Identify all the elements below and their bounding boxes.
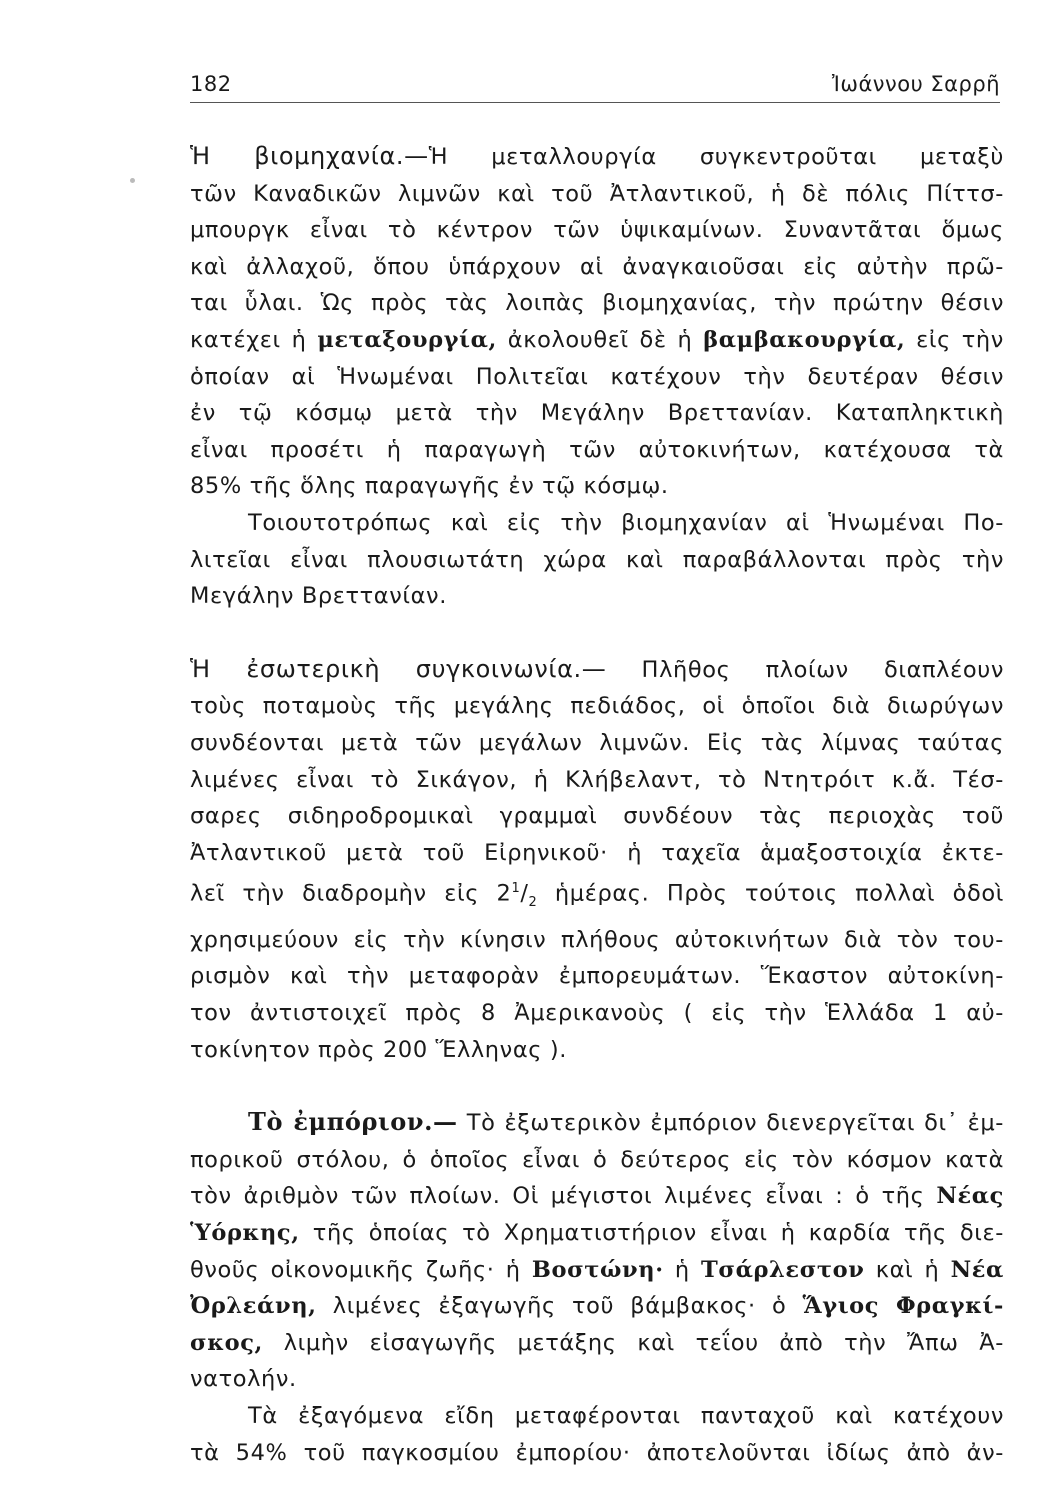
text-line: ἐν τῷ κόσμῳ μετὰ τὴν Μεγάλην Βρεττανίαν. Καταπληκτικὴ: [190, 400, 1004, 427]
city-name: Νέα: [950, 1256, 1004, 1283]
text-line: 85% τῆς ὅλης παραγωγῆς ἐν τῷ κόσμῳ.: [190, 473, 669, 500]
text-line: καὶ ἀλλαχοῦ, ὅπου ὑπάρχουν αἱ ἀναγκαιοῦσαι εἰς αὐτὴν πρῶ-: [190, 253, 1004, 280]
running-head: [190, 72, 1000, 103]
section-heading-industry: Ἡ βιομηχανία.—: [190, 142, 429, 170]
text-line: κατέχει ἡ μεταξουργία, ἀκολουθεῖ δὲ ἡ βαμβακουργία, εἰς τὴν: [190, 326, 1004, 353]
body-text: [190, 138, 1004, 1471]
text-line: πορικοῦ στόλου, ὁ ὁποῖος εἶναι ὁ δεύτερος εἰς τὸν κόσμον κατὰ: [190, 1146, 1004, 1173]
emphasis-term: μεταξουργία,: [317, 326, 497, 353]
text-line: συνδέονται μετὰ τῶν μεγάλων λιμνῶν. Εἰς τὰς λίμνας ταύτας: [190, 729, 1004, 756]
text-line: τοκίνητον πρὸς 200 Ἕλληνας ).: [190, 1036, 567, 1063]
text-line: ὁποίαν αἱ Ἡνωμέναι Πολιτεῖαι κατέχουν τὴν δευτέραν θέσιν: [190, 363, 1004, 390]
text-line: τῶν Καναδικῶν λιμνῶν καὶ τοῦ Ἀτλαντικοῦ, ἡ δὲ πόλις Πίττσ-: [190, 180, 1004, 207]
text-line: χρησιμεύουν εἰς τὴν κίνησιν πλήθους αὐτοκινήτων διὰ τὸν του-: [190, 926, 1004, 953]
text-line: τον ἀντιστοιχεῖ πρὸς 8 Ἀμερικανοὺς ( εἰς τὴν Ἑλλάδα 1 αὐ-: [190, 1000, 1004, 1027]
city-name: Νέας: [936, 1183, 1004, 1210]
text-line: λιτεῖαι εἶναι πλουσιωτάτη χώρα καὶ παραβάλλονται πρὸς τὴν: [190, 546, 1004, 573]
city-name: Ὀρλεάνη,: [190, 1293, 317, 1320]
city-name: Ὑόρκης,: [190, 1220, 300, 1247]
text-line: ται ὗλαι. Ὡς πρὸς τὰς λοιπὰς βιομηχανίας, τὴν πρώτην θέσιν: [190, 290, 1004, 317]
fraction-slash: /: [520, 880, 529, 907]
text-line: τὸν ἀριθμὸν τῶν πλοίων. Οἱ μέγιστοι λιμένες εἶναι : ὁ τῆς Νέας: [190, 1183, 1004, 1210]
city-name: Ἅγιος Φραγκί-: [802, 1293, 1004, 1320]
text-line: Μεγάλην Βρεττανίαν.: [190, 583, 447, 610]
emphasis-term: βαμβακουργία,: [703, 326, 906, 353]
text-line: λεῖ τὴν διαδρομὴν εἰς $2^1/_2$ ἡμέρας. Πρὸς τούτοις πολλαὶ ὁδοὶ: [190, 880, 1004, 911]
text-line: Ἡ βιομηχανία.—Ἡ μεταλλουργία συγκεντροῦται μεταξὺ: [190, 142, 1004, 170]
text-line: εἶναι προσέτι ἡ παραγωγὴ τῶν αὐτοκινήτων, κατέχουσα τὰ: [190, 436, 1004, 463]
text-line: θνοῦς οἰκονομικῆς ζωῆς· ἡ Βοστώνη· ἡ Τσάρλεστον καὶ ἡ Νέα: [190, 1256, 1004, 1283]
text-line: Ἀτλαντικοῦ μετὰ τοῦ Εἰρηνικοῦ· ἡ ταχεῖα ἁμαξοστοιχία ἐκτε-: [190, 839, 1004, 866]
section-gap: [190, 615, 1004, 651]
section-heading-communication: Ἡ ἐσωτερικὴ συγκοινωνία.—: [190, 654, 607, 683]
margin-speck: [130, 178, 135, 183]
text-line: μπουργκ εἶναι τὸ κέντρον τῶν ὑψικαμίνων. Συναντᾶται ὅμως: [190, 217, 1004, 244]
page-number: 182: [190, 72, 232, 96]
text-line: Ἡ ἐσωτερικὴ συγκοινωνία.— Πλῆθος πλοίων διαπλέουν: [190, 654, 1005, 683]
percent-sign: %: [219, 473, 242, 500]
fraction-numerator: 1: [511, 881, 521, 897]
text-line: τὰ 54% τοῦ παγκοσμίου ἐμπορίου· ἀποτελοῦνται ἰδίως ἀπὸ ἀν-: [190, 1439, 1004, 1466]
city-name: Τσάρλεστον: [701, 1256, 865, 1283]
text-line: Τοιουτοτρόπως καὶ εἰς τὴν βιομηχανίαν αἱ Ἡνωμέναι Πο-: [248, 509, 1004, 536]
section-gap: [190, 1068, 1004, 1104]
header-author: Ἰωάννου Σαρρῆ: [831, 72, 1000, 96]
text-line: Ὑόρκης, τῆς ὁποίας τὸ Χρηματιστήριον εἶναι ἡ καρδία τῆς διε-: [190, 1220, 1004, 1247]
text-line: σκος, λιμὴν εἰσαγωγῆς μετάξης καὶ τεΐου ἀπὸ τὴν Ἄπω Ἀ-: [190, 1329, 1004, 1356]
text-line: ρισμὸν καὶ τὴν μεταφορὰν ἐμπορευμάτων. Ἕκαστον αὐτοκίνη-: [190, 963, 1004, 990]
text-line: τοὺς ποταμοὺς τῆς μεγάλης πεδιάδος, οἱ ὁποῖοι διὰ διωρύγων: [190, 693, 1004, 720]
section-heading-trade: Τὸ ἐμπόριον.—: [248, 1107, 458, 1137]
fraction-denominator: 2: [528, 895, 538, 911]
percent-sign: %: [265, 1439, 288, 1466]
city-name: σκος,: [190, 1329, 263, 1356]
text-line: λιμένες εἶναι τὸ Σικάγον, ἡ Κλήβελαντ, τὸ Ντητρόιτ κ.ἄ. Τέσ-: [190, 766, 1004, 793]
text-line: Ὀρλεάνη, λιμένες ἐξαγωγῆς τοῦ βάμβακος· ὁ Ἅγιος Φραγκί-: [190, 1293, 1004, 1320]
text-line: νατολήν.: [190, 1366, 297, 1393]
text-line: σαρες σιδηροδρομικαὶ γραμμαὶ συνδέουν τὰς περιοχὰς τοῦ: [190, 803, 1004, 830]
text-line: Τὰ ἐξαγόμενα εἴδη μεταφέρονται πανταχοῦ καὶ κατέχουν: [248, 1403, 1004, 1429]
city-name: Βοστώνη·: [531, 1256, 664, 1283]
text-line: Τὸ ἐμπόριον.— Τὸ ἐξωτερικὸν ἐμπόριον διενεργεῖται δι᾽ ἐμ-: [248, 1107, 1004, 1137]
